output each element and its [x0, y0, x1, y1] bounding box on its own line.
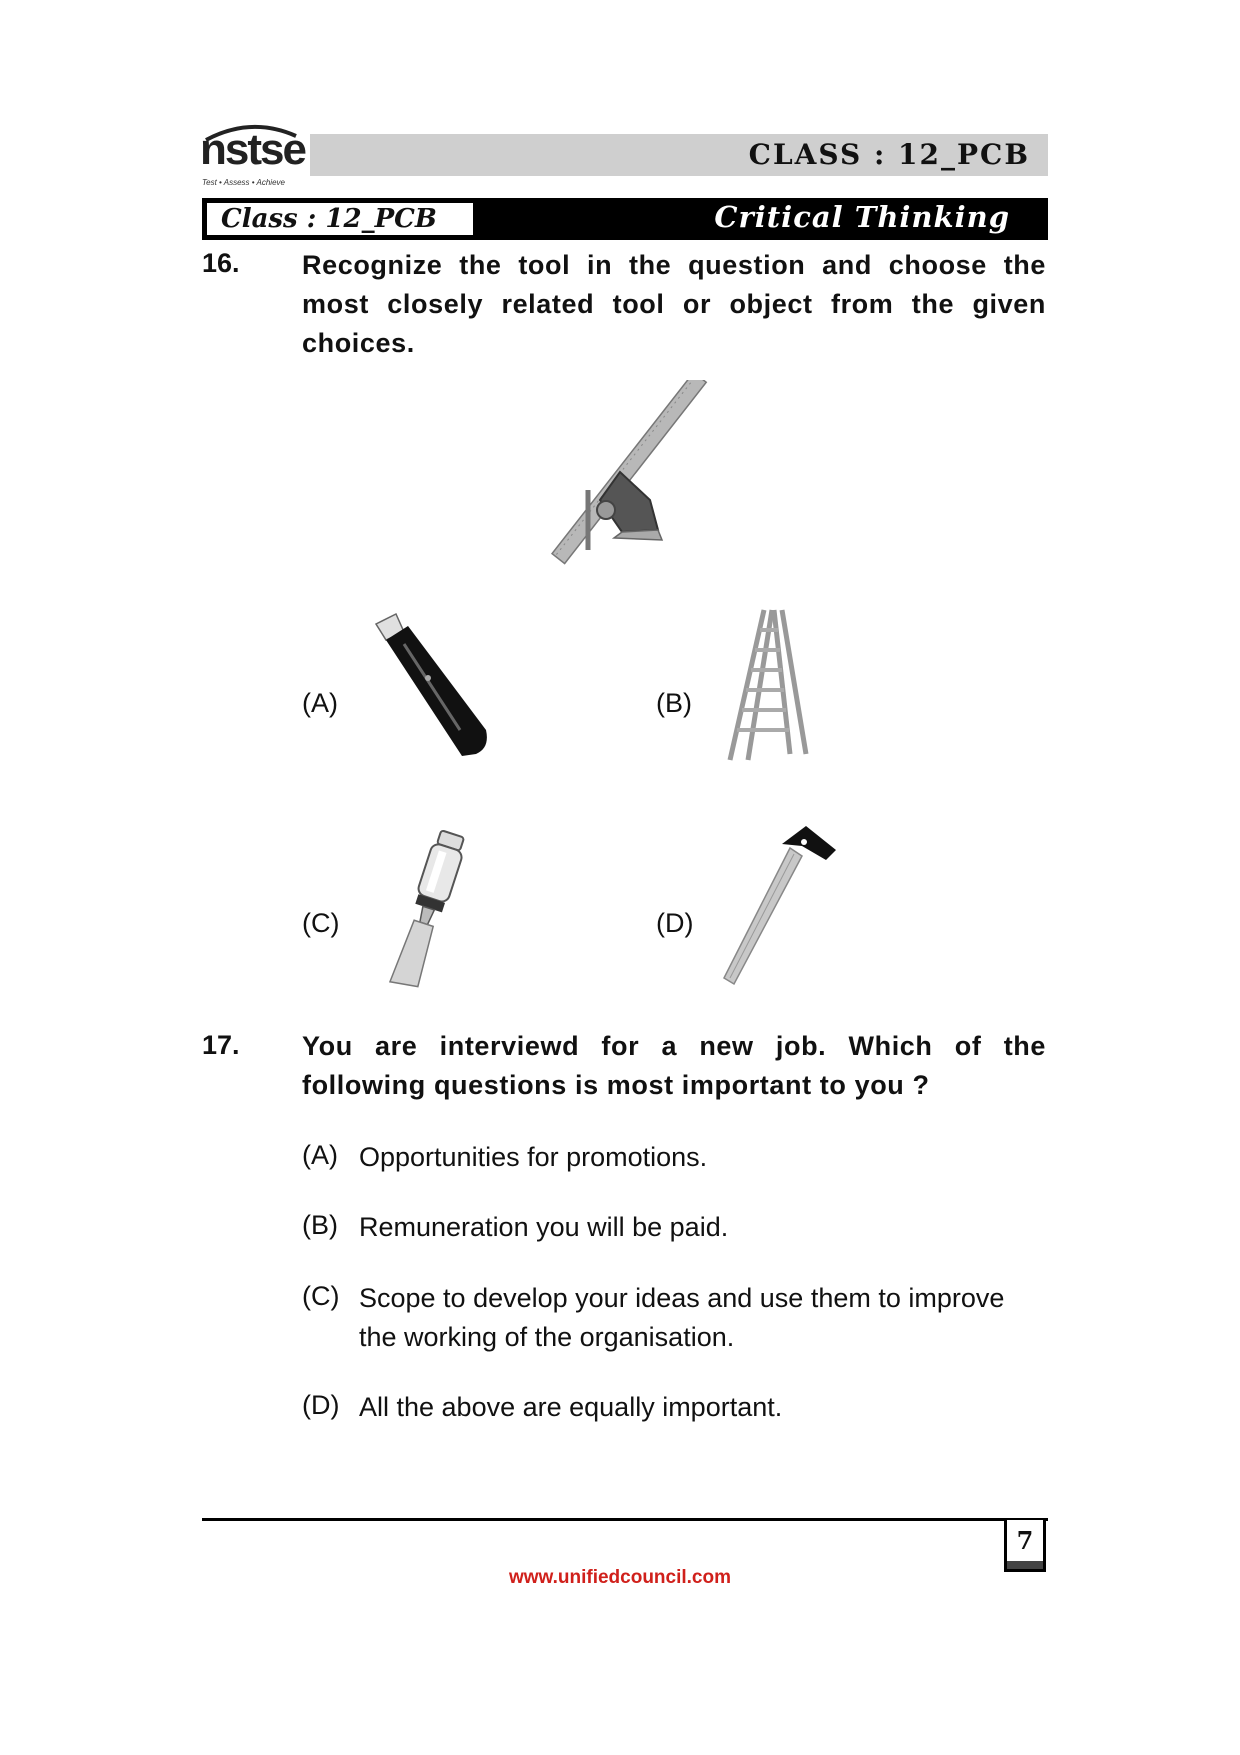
- section-title: Critical Thinking: [714, 200, 1010, 234]
- class-box-text: Class : 12_PCB: [221, 204, 437, 234]
- q17-option-a-text[interactable]: Opportunities for promotions.: [359, 1142, 708, 1172]
- class-banner-text: CLASS : 12_PCB: [748, 138, 1030, 171]
- class-banner: [310, 134, 1048, 176]
- page-number: 7: [1016, 1526, 1034, 1555]
- q16-option-d-label[interactable]: (D): [656, 908, 694, 938]
- footer-rule: [202, 1518, 1048, 1521]
- t-square-icon: [718, 826, 844, 992]
- nstse-logo: [200, 125, 308, 190]
- q17-option-d-text[interactable]: All the above are equally important.: [359, 1392, 783, 1422]
- q16-option-b-label[interactable]: (B): [656, 688, 692, 718]
- question-17-number: 17.: [202, 1030, 240, 1060]
- logo-tagline: Test • Assess • Achieve: [202, 178, 285, 187]
- website-link[interactable]: www.unifiedcouncil.com: [508, 1567, 732, 1588]
- q16-option-c-label[interactable]: (C): [302, 908, 340, 938]
- q16-option-a-label[interactable]: (A): [302, 688, 338, 718]
- ladder-icon: [718, 604, 818, 764]
- q17-option-c-label[interactable]: (C): [302, 1281, 340, 1311]
- q17-option-c-text[interactable]: Scope to develop your ideas and use them to improve the working of the organisation.: [359, 1283, 1005, 1352]
- question-16-text: Recognize the tool in the question and choose the most closely related tool or object from the given choices.: [302, 250, 1046, 358]
- page-number-box: [1004, 1520, 1046, 1572]
- q17-option-b-label[interactable]: (B): [302, 1210, 338, 1240]
- question-16-number: 16.: [202, 248, 240, 278]
- logo-text: nstse: [200, 125, 305, 174]
- class-box: [205, 201, 475, 237]
- combination-square-icon: [540, 380, 720, 570]
- q17-option-a-label[interactable]: (A): [302, 1140, 338, 1170]
- chisel-icon: [368, 828, 488, 992]
- q17-option-d-label[interactable]: (D): [302, 1390, 340, 1420]
- question-17-text: You are interviewd for a new job. Which of the following questions is most important to you ?: [302, 1031, 1046, 1100]
- utility-knife-icon: [368, 612, 498, 762]
- q17-option-b-text[interactable]: Remuneration you will be paid.: [359, 1212, 729, 1242]
